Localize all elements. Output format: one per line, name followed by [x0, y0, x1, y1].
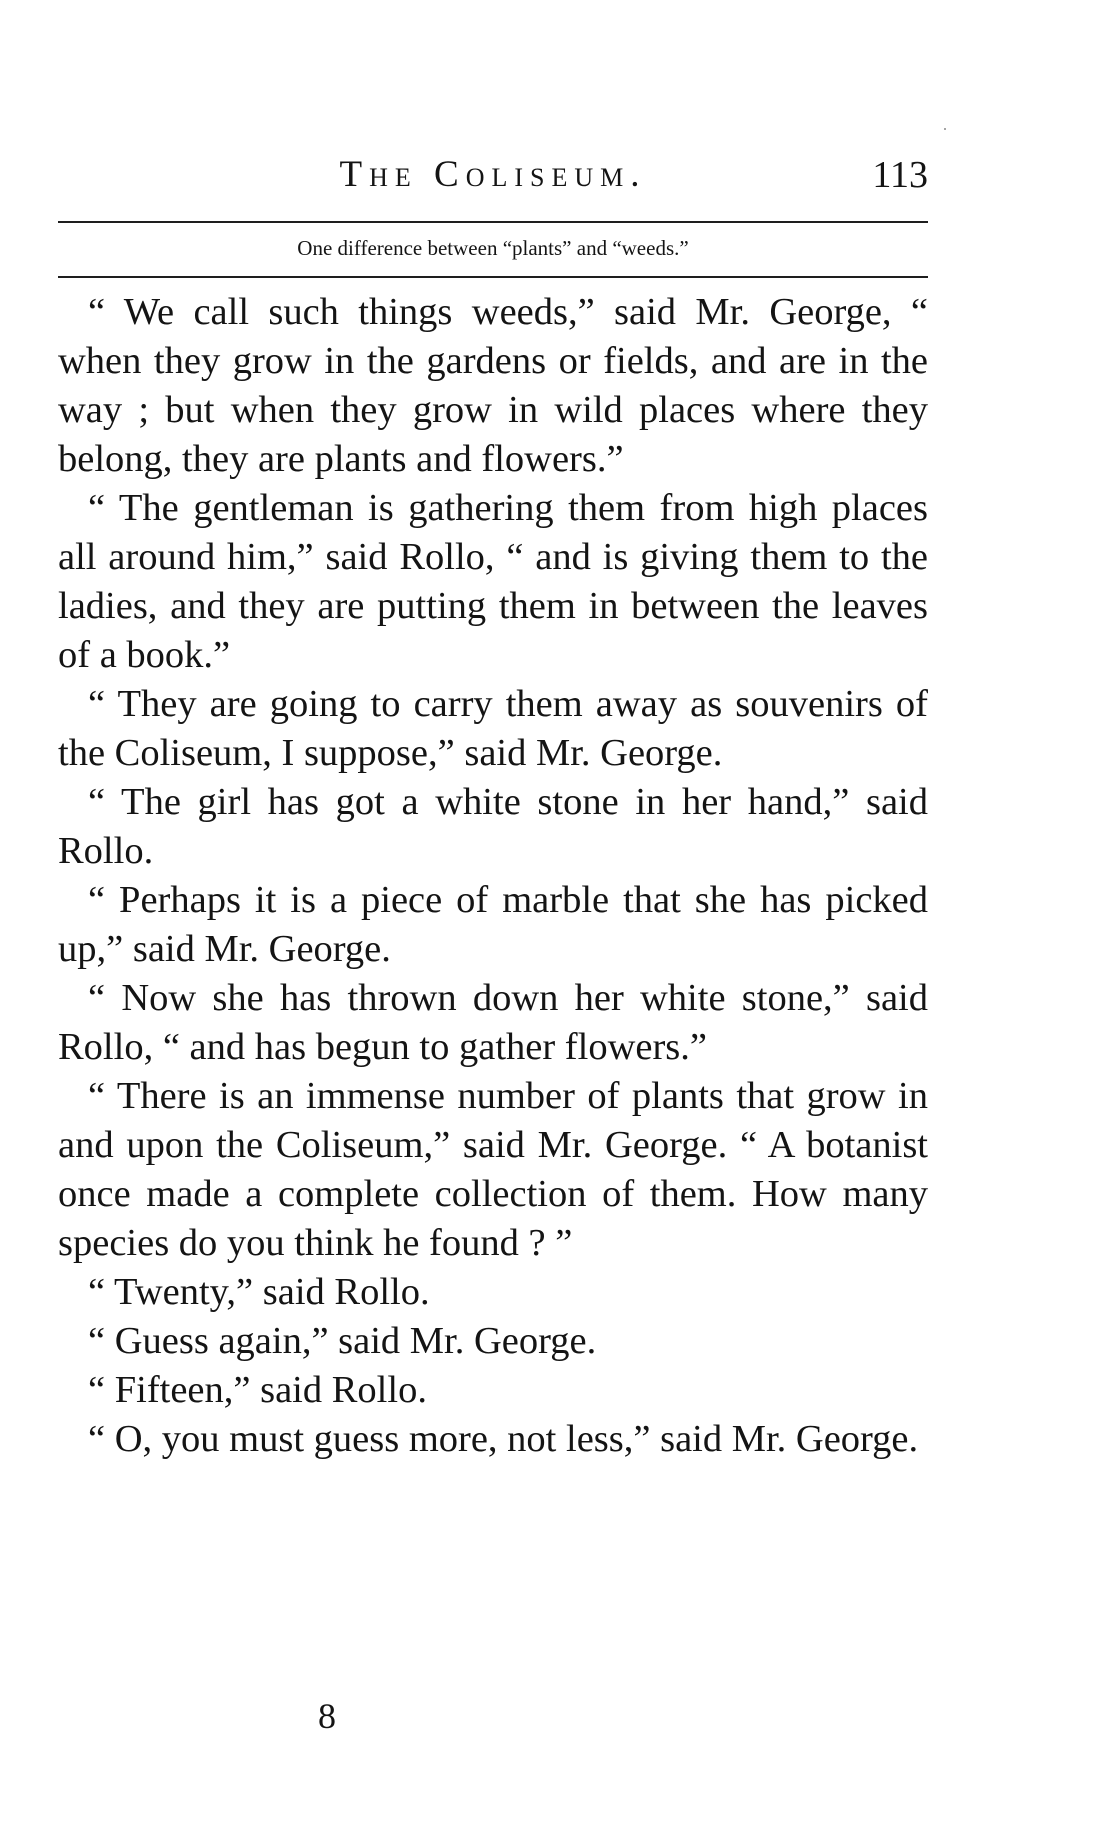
running-title: The Coliseum.: [339, 154, 647, 195]
page-number: 113: [872, 154, 928, 196]
header-rule-bottom: [58, 276, 928, 278]
paragraph-6: “ Now she has thrown down her white stone,” said Rollo, “ and has begun to gather flowers.”: [58, 977, 928, 1068]
summary-line: One difference between “plants” and “weeds.”: [297, 236, 689, 260]
paragraph-9: “ Guess again,” said Mr. George.: [88, 1320, 597, 1362]
paragraph-5: “ Perhaps it is a piece of marble that she has picked up,” said Mr. George.: [58, 879, 928, 970]
paragraph-2: “ The gentleman is gathering them from high places all around him,” said Rollo, “ and is giving them to the ladies, and they are putting them in between the leaves of a book.”: [58, 487, 928, 676]
ink-speck: [944, 128, 946, 130]
signature-mark: 8: [318, 1696, 336, 1736]
body-text: [58, 288, 928, 1464]
paragraph-11: “ O, you must guess more, not less,” said Mr. George.: [88, 1418, 919, 1460]
header-rule-top: [58, 221, 928, 223]
paragraph-7: “ There is an immense number of plants that grow in and upon the Coliseum,” said Mr. George. “ A botanist once made a complete collection of them. How many species do you think he found ? ”: [58, 1075, 928, 1264]
paragraph-1: “ We call such things weeds,” said Mr. George, “ when they grow in the gardens or fields, and are in the way ; but when they grow in wild places where they belong, they are plants and flowers.”: [58, 291, 928, 480]
paragraph-10: “ Fifteen,” said Rollo.: [88, 1369, 427, 1411]
paragraph-3: “ They are going to carry them away as souvenirs of the Coliseum, I suppose,” said Mr. George.: [58, 683, 928, 774]
paragraph-4: “ The girl has got a white stone in her hand,” said Rollo.: [58, 781, 928, 872]
running-head: [58, 150, 928, 200]
paragraph-8: “ Twenty,” said Rollo.: [88, 1271, 430, 1313]
